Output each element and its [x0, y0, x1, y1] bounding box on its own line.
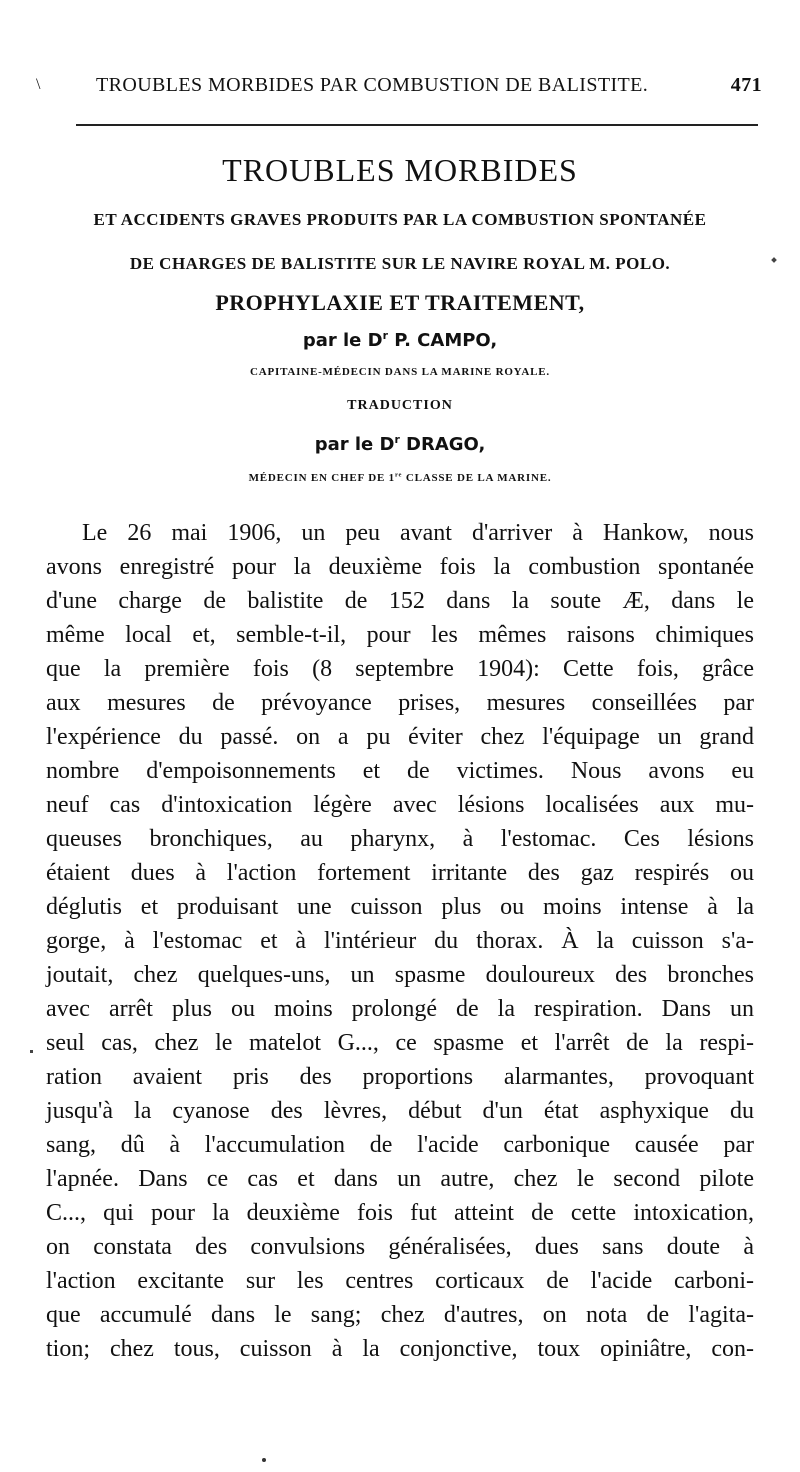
print-speck [771, 257, 777, 263]
running-head [36, 72, 762, 108]
print-speck [262, 1458, 266, 1462]
article-subtitle-line-2 [30, 254, 770, 274]
body-line: sang, dû à l'accumulation de l'acide carbonique causée par [46, 1132, 754, 1158]
body-line: l'apnée. Dans ce cas et dans un autre, chez le second pilote [46, 1166, 754, 1192]
body-line: que la première fois (8 septembre 1904): Cette fois, grâce [46, 656, 754, 682]
article-subtitle-line-3: PROPHYLAXIE ET TRAITEMENT, [215, 290, 585, 315]
translator-role-pre: MÉDECIN EN CHEF DE 1 [248, 472, 395, 484]
translator-prefix: par le D [314, 434, 395, 455]
author-prefix-sup: r [382, 329, 388, 342]
author-prefix: par le D [302, 330, 383, 351]
printer-mark: \ [36, 76, 41, 93]
article-subtitle-line-1: ET ACCIDENTS GRAVES PRODUITS PAR LA COMBUSTION SPONTANÉE [93, 210, 707, 229]
body-line: aux mesures de prévoyance prises, mesures conseillées par [46, 690, 754, 716]
author-name: P. CAMPO, [387, 330, 498, 351]
body-line: l'expérience du passé. on a pu éviter chez l'équipage un grand [46, 724, 754, 750]
translator-prefix-sup: r [394, 433, 400, 446]
article-title: TROUBLES MORBIDES [222, 152, 578, 188]
translation-label: TRADUCTION [347, 398, 453, 413]
translator-line [30, 434, 770, 455]
body-line: d'une charge de balistite de 152 dans la soute Æ, dans le [46, 588, 754, 614]
author-role: CAPITAINE-MÉDECIN DANS LA MARINE ROYALE. [249, 366, 550, 378]
body-line: avec arrêt plus ou moins prolongé de la respiration. Dans un [46, 996, 754, 1022]
body-line: gorge, à l'estomac et à l'intérieur du thorax. À la cuisson s'a- [46, 928, 754, 954]
translator-role-post: CLASSE DE LA MARINE. [402, 472, 552, 484]
body-line: nombre d'empoisonnements et de victimes. Nous avons eu [46, 758, 754, 784]
article-subtitle-line-2-text: DE CHARGES DE BALISTITE SUR LE NAVIRE ROYAL M. POLO. [129, 254, 671, 273]
body-line: étaient dues à l'action fortement irritante des gaz respirés ou [46, 860, 754, 886]
body-line: queuses bronchiques, au pharynx, à l'estomac. Ces lésions [46, 826, 754, 852]
body-line: l'action excitante sur les centres corticaux de l'acide carboni- [46, 1268, 754, 1294]
author-line [30, 330, 770, 351]
body-line: on constata des convulsions généralisées, dues sans doute à [46, 1234, 754, 1260]
body-line: jusqu'à la cyanose des lèvres, début d'un état asphyxique du [46, 1098, 754, 1124]
body-line: seul cas, chez le matelot G..., ce spasme et l'arrêt de la respi- [46, 1030, 754, 1056]
print-speck [30, 1050, 33, 1053]
body-line: ration avaient pris des proportions alarmantes, provoquant [46, 1064, 754, 1090]
body-line: neuf cas d'intoxication légère avec lésions localisées aux mu- [46, 792, 754, 818]
body-line: même local et, semble-t-il, pour les mêmes raisons chimiques [46, 622, 754, 648]
body-line: tion; chez tous, cuisson à la conjonctive, toux opiniâtre, con- [46, 1336, 754, 1362]
body-line: Le 26 mai 1906, un peu avant d'arriver à Hankow, nous [82, 520, 754, 546]
body-line: C..., qui pour la deuxième fois fut atteint de cette intoxication, [46, 1200, 754, 1226]
body-line: que accumulé dans le sang; chez d'autres, on nota de l'agita- [46, 1302, 754, 1328]
running-head-title: TROUBLES MORBIDES PAR COMBUSTION DE BALISTITE. [96, 74, 649, 96]
body-line: joutait, chez quelques-uns, un spasme douloureux des bronches [46, 962, 754, 988]
page-number: 471 [730, 74, 762, 96]
header-rule [76, 124, 758, 126]
translator-role [30, 472, 770, 484]
translator-name: DRAGO, [399, 434, 486, 455]
translator-role-sup: re [394, 471, 403, 479]
body-line: déglutis et produisant une cuisson plus ou moins intense à la [46, 894, 754, 920]
body-line: avons enregistré pour la deuxième fois la combustion spontanée [46, 554, 754, 580]
